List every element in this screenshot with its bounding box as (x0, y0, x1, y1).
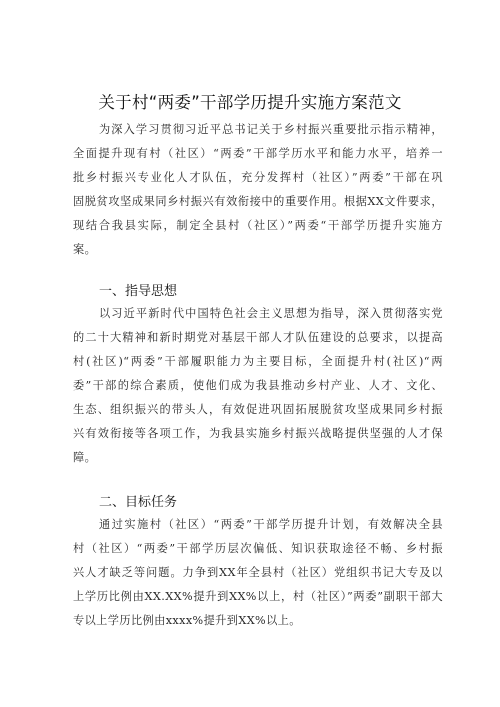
intro-paragraph (73, 118, 443, 262)
paragraph-line: 障。 (73, 451, 97, 464)
section1-paragraph (73, 302, 443, 470)
paragraph-line: 通过实施村（社区）“两委”干部学历提升计划，有效解决全县 (99, 518, 443, 531)
paragraph-line: 以习近平新时代中国特色社会主义思想为指导，深入贯彻落实党 (99, 307, 443, 320)
document-title: 关于村“两委”干部学历提升实施方案范文 (98, 93, 402, 112)
section2-paragraph (73, 513, 443, 633)
paragraph-line: 生态、组织振兴的带头人，有效促进巩固拓展脱贫攻坚成果同乡村振 (73, 403, 443, 416)
section-heading-guiding-ideology: 一、指导思想 (99, 284, 178, 299)
paragraph-line: 村(社区)“两委”干部履职能力为主要目标，全面提升村(社区)“两 (73, 355, 443, 368)
paragraph-line: 批乡村振兴专业化人才队伍，充分发挥村（社区）”两委”干部在巩 (73, 171, 443, 184)
paragraph-line: 村（社区）“两委”干部学历层次偏低、知识获取途径不畅、乡村振 (73, 542, 443, 555)
paragraph-line: 固脱贫攻坚成果同乡村振兴有效衔接中的重要作用。根据XX文件要求， (73, 195, 443, 208)
paragraph-line: 全面提升现有村（社区）“两委”干部学历水平和能力水平，培养一 (73, 147, 443, 160)
paragraph-line: 案。 (73, 243, 97, 256)
paragraph-line: 上学历比例由XX.XX%提升到XX%以上，村（社区）”两委”副职干部大 (73, 590, 443, 603)
paragraph-line: 的二十大精神和新时期党对基层干部人才队伍建设的总要求，以提高 (73, 331, 443, 344)
paragraph-line: 专以上学历比例由xxxx%提升到XX%以上。 (73, 614, 301, 627)
section-heading-goals-tasks: 二、目标任务 (99, 495, 178, 510)
paragraph-line: 现结合我县实际，制定全县村（社区）”两委“干部学历提升实施方 (73, 219, 443, 232)
paragraph-line: 兴人才缺乏等问题。力争到XX年全县村（社区）党组织书记大专及以 (73, 566, 443, 579)
paragraph-line: 兴有效衔接等各项工作，为我县实施乡村振兴战略提供坚强的人才保 (73, 427, 443, 440)
paragraph-line: 为深入学习贯彻习近平总书记关于乡村振兴重要批示指示精神， (99, 123, 443, 136)
paragraph-line: 委”干部的综合素质，使他们成为我县推动乡村产业、人才、文化、 (73, 379, 443, 392)
